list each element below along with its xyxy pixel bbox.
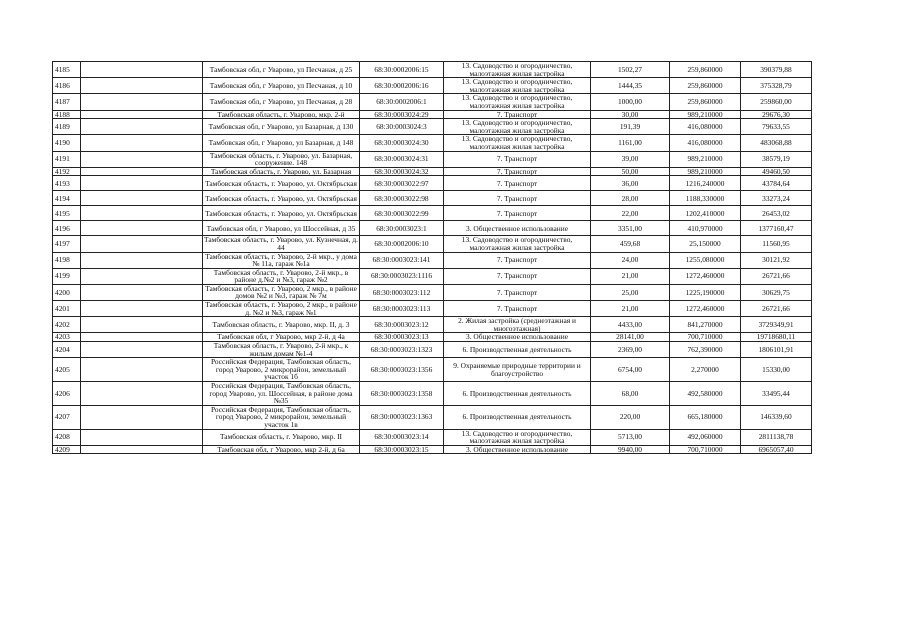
cadastral-value-cell: 19718680,11 <box>741 333 812 342</box>
cadastral-value-cell: 33495,44 <box>741 382 812 406</box>
address-cell: Тамбовская обл, г Уварово, мкр 2-й, д 6а <box>203 445 360 454</box>
specific-value-cell: 25,150000 <box>670 236 741 252</box>
area-cell: 28,00 <box>591 191 670 206</box>
address-cell: Тамбовская область, г. Уварово, 2-й мкр., в районе д.№2 и №3, гараж №2 <box>203 268 360 284</box>
specific-value-cell: 1188,330000 <box>670 191 741 206</box>
address-cell: Тамбовская область, г. Уварово, ул. Базарная <box>203 167 360 176</box>
land-use-cell: 13. Садоводство и огородничество, малоэтажная жилая застройка <box>444 62 591 78</box>
row-number-cell: 4193 <box>53 176 81 191</box>
table-row <box>53 176 812 191</box>
table-row <box>53 119 812 135</box>
address-cell: Российская Федерация, Тамбовская область, город Уварово, ул. Шоссейная, в районе дома №35 <box>203 382 360 406</box>
row-number-cell: 4195 <box>53 206 81 221</box>
address-cell: Тамбовская область, г. Уварово, 2-й мкр., к жилым домам №1-4 <box>203 342 360 358</box>
land-use-cell: 3. Общественное использование <box>444 333 591 342</box>
specific-value-cell: 665,180000 <box>670 405 741 429</box>
table-row <box>53 206 812 221</box>
address-cell: Тамбовская обл, г Уварово, ул Шоссейная, д 35 <box>203 221 360 236</box>
table-body <box>53 62 812 454</box>
address-cell: Тамбовская область, г. Уварово, ул. Октябрьская <box>203 191 360 206</box>
cadastral-number-cell: 68:30:0003024:29 <box>360 110 444 119</box>
land-use-cell: 7. Транспорт <box>444 167 591 176</box>
land-use-cell: 7. Транспорт <box>444 206 591 221</box>
empty-cell <box>81 94 203 110</box>
address-cell: Тамбовская область, г. Уварово, ул. Базарная, сооружение. 148 <box>203 151 360 167</box>
row-number-cell: 4189 <box>53 119 81 135</box>
area-cell: 459,68 <box>591 236 670 252</box>
cadastral-number-cell: 68:30:0003023:1323 <box>360 342 444 358</box>
table-row <box>53 62 812 78</box>
cadastral-number-cell: 68:30:0003023:1356 <box>360 358 444 382</box>
specific-value-cell: 1225,190000 <box>670 284 741 300</box>
row-number-cell: 4203 <box>53 333 81 342</box>
cadastral-number-cell: 68:30:0003023:13 <box>360 333 444 342</box>
area-cell: 9940,00 <box>591 445 670 454</box>
area-cell: 24,00 <box>591 252 670 268</box>
row-number-cell: 4192 <box>53 167 81 176</box>
address-cell: Тамбовская область, г. Уварово, ул. Кузнечная, д. 44 <box>204 235 358 252</box>
table-row <box>53 110 812 119</box>
area-cell: 3351,00 <box>591 221 670 236</box>
land-use-cell: 6. Производственная деятельность <box>444 382 591 406</box>
address-cell: Тамбовская обл, г Уварово, ул Базарная, д 130 <box>203 119 360 135</box>
table-row <box>53 405 812 429</box>
specific-value-cell: 1272,460000 <box>670 268 741 284</box>
address-cell: Тамбовская обл, г Уварово, мкр 2-й, д 4а <box>203 333 360 342</box>
land-use-cell: 7. Транспорт <box>444 191 591 206</box>
table-row <box>53 221 812 236</box>
area-cell: 4433,00 <box>591 317 670 333</box>
area-cell: 2369,00 <box>591 342 670 358</box>
cadastral-value-cell: 1806101,91 <box>741 342 812 358</box>
cadastral-number-cell: 68:30:0002006:16 <box>360 78 444 94</box>
area-cell: 68,00 <box>591 382 670 406</box>
area-cell: 39,00 <box>591 151 670 167</box>
empty-cell <box>81 342 203 358</box>
land-use-cell: 13. Садоводство и огородничество, малоэтажная жилая застройка <box>444 135 591 151</box>
cadastral-value-cell: 390379,88 <box>741 62 812 78</box>
empty-cell <box>81 268 203 284</box>
cadastral-value-cell: 259860,00 <box>741 94 812 110</box>
area-cell: 1502,27 <box>591 62 670 78</box>
specific-value-cell: 416,080000 <box>670 135 741 151</box>
land-use-cell: 2. Жилая застройка (среднеэтажная и многоэтажная) <box>444 317 591 333</box>
table-row <box>53 135 812 151</box>
cadastral-value-cell: 6965057,40 <box>741 445 812 454</box>
table-row <box>53 167 812 176</box>
land-use-cell: 13. Садоводство и огородничество, малоэтажная жилая застройка <box>444 236 591 252</box>
area-cell: 220,00 <box>591 405 670 429</box>
area-cell: 22,00 <box>591 206 670 221</box>
address-cell: Тамбовская область, г. Уварово, мкр. II <box>203 429 360 445</box>
address-cell: Российская Федерация, Тамбовская область, город Уварово, 2 микрорайон, земельный участок 1б <box>203 358 360 382</box>
row-number-cell: 4196 <box>53 221 81 236</box>
row-number-cell: 4202 <box>53 317 81 333</box>
empty-cell <box>81 405 203 429</box>
empty-cell <box>81 167 203 176</box>
specific-value-cell: 989,210000 <box>670 167 741 176</box>
row-number-cell: 4201 <box>53 301 81 317</box>
empty-cell <box>81 110 203 119</box>
specific-value-cell: 700,710000 <box>670 333 741 342</box>
cadastral-value-cell: 1377160,47 <box>741 221 812 236</box>
land-use-cell: 7. Транспорт <box>444 176 591 191</box>
cadastral-number-cell: 68:30:0003023:112 <box>360 284 444 300</box>
specific-value-cell: 989,210000 <box>670 151 741 167</box>
empty-cell <box>81 119 203 135</box>
specific-value-cell: 1272,460000 <box>670 301 741 317</box>
address-cell: Тамбовская область, г. Уварово, 2-й мкр., у дома № 11а, гараж №1а <box>203 252 360 268</box>
specific-value-cell: 1216,240000 <box>670 176 741 191</box>
cadastral-number-cell: 68:30:0003023:12 <box>360 317 444 333</box>
cadastral-value-cell: 30121,92 <box>741 252 812 268</box>
cadastral-number-cell: 68:30:0003024:32 <box>360 167 444 176</box>
row-number-cell: 4199 <box>53 268 81 284</box>
area-cell: 36,00 <box>591 176 670 191</box>
row-number-cell: 4188 <box>53 110 81 119</box>
empty-cell <box>81 176 203 191</box>
empty-cell <box>81 429 203 445</box>
specific-value-cell: 1202,410000 <box>670 206 741 221</box>
land-use-cell: 13. Садоводство и огородничество, малоэтажная жилая застройка <box>444 94 591 110</box>
row-number-cell: 4208 <box>53 429 81 445</box>
address-cell: Тамбовская область, г. Уварово, мкр. II, д. 3 <box>203 317 360 333</box>
row-number-cell: 4194 <box>53 191 81 206</box>
cadastral-value-cell: 3729349,91 <box>741 317 812 333</box>
cadastral-number-cell: 68:30:0003023:113 <box>360 301 444 317</box>
land-use-cell: 3. Общественное использование <box>444 221 591 236</box>
table-row <box>53 358 812 382</box>
cadastral-value-cell: 11560,95 <box>741 236 812 252</box>
table-row <box>53 301 812 317</box>
empty-cell <box>81 62 203 78</box>
cadastral-value-cell: 375328,79 <box>741 78 812 94</box>
cadastral-number-cell: 68:30:0003024:31 <box>360 151 444 167</box>
cadastral-number-cell: 68:30:0003023:141 <box>360 252 444 268</box>
cadastral-number-cell: 68:30:0002006:15 <box>360 62 444 78</box>
address-cell: Российская Федерация, Тамбовская область, город Уварово, 2 микрорайон, земельный участок 1в <box>203 405 360 429</box>
area-cell: 28141,00 <box>591 333 670 342</box>
area-cell: 21,00 <box>591 268 670 284</box>
row-number-cell: 4187 <box>53 94 81 110</box>
empty-cell <box>81 236 203 252</box>
address-cell: Тамбовская область, г. Уварово, 2 мкр., в районе домов №2 и №3, гараж № 7м <box>203 284 360 300</box>
specific-value-cell: 841,270000 <box>670 317 741 333</box>
cadastral-number-cell: 68:30:0002006:10 <box>360 236 444 252</box>
cadastral-value-cell: 79633,55 <box>741 119 812 135</box>
specific-value-cell: 2,270000 <box>670 358 741 382</box>
cadastral-number-cell: 68:30:0003022:97 <box>360 176 444 191</box>
specific-value-cell: 416,080000 <box>670 119 741 135</box>
land-use-cell: 13. Садоводство и огородничество, малоэтажная жилая застройка <box>444 78 591 94</box>
specific-value-cell: 259,860000 <box>670 62 741 78</box>
empty-cell <box>81 78 203 94</box>
land-use-cell: 13. Садоводство и огородничество, малоэтажная жилая застройка <box>444 119 591 135</box>
cadastral-number-cell: 68:30:0003023:1363 <box>360 405 444 429</box>
table-row <box>53 268 812 284</box>
land-use-cell: 7. Транспорт <box>444 284 591 300</box>
table-row <box>53 236 812 252</box>
land-use-cell: 3. Общественное использование <box>444 445 591 454</box>
area-cell: 30,00 <box>591 110 670 119</box>
land-use-cell: 6. Производственная деятельность <box>444 342 591 358</box>
cadastral-number-cell: 68:30:0003023:1358 <box>360 382 444 406</box>
specific-value-cell: 492,580000 <box>670 382 741 406</box>
area-cell: 21,00 <box>591 301 670 317</box>
table-row <box>53 78 812 94</box>
area-cell: 191,39 <box>591 119 670 135</box>
cadastral-number-cell: 68:30:0003023:1 <box>360 221 444 236</box>
land-use-cell: 6. Производственная деятельность <box>444 405 591 429</box>
cadastral-number-cell: 68:30:0003023:15 <box>360 445 444 454</box>
cadastral-value-cell: 29676,30 <box>741 110 812 119</box>
table-row <box>53 252 812 268</box>
empty-cell <box>81 317 203 333</box>
area-cell: 5713,00 <box>591 429 670 445</box>
cadastral-number-cell: 68:30:0002006:1 <box>360 94 444 110</box>
cadastral-number-cell: 68:30:0003024:3 <box>360 119 444 135</box>
empty-cell <box>81 382 203 406</box>
land-use-cell: 7. Транспорт <box>444 301 591 317</box>
row-number-cell: 4207 <box>53 405 81 429</box>
row-number-cell: 4197 <box>53 236 81 252</box>
row-number-cell: 4200 <box>53 284 81 300</box>
row-number-cell: 4204 <box>53 342 81 358</box>
specific-value-cell: 762,390000 <box>670 342 741 358</box>
area-cell: 6754,00 <box>591 358 670 382</box>
cadastral-number-cell: 68:30:0003023:14 <box>360 429 444 445</box>
specific-value-cell: 1255,080000 <box>670 252 741 268</box>
row-number-cell: 4206 <box>53 382 81 406</box>
cadastral-value-cell: 26721,66 <box>741 268 812 284</box>
specific-value-cell: 989,210000 <box>670 110 741 119</box>
cadastral-value-cell: 26453,02 <box>741 206 812 221</box>
empty-cell <box>81 445 203 454</box>
empty-cell <box>81 358 203 382</box>
table-row <box>53 191 812 206</box>
table-row <box>53 317 812 333</box>
address-cell: Тамбовская область, г. Уварово, мкр. 2-й <box>203 110 360 119</box>
row-number-cell: 4209 <box>53 445 81 454</box>
empty-cell <box>81 221 203 236</box>
empty-cell <box>81 333 203 342</box>
empty-cell <box>81 284 203 300</box>
area-cell: 25,00 <box>591 284 670 300</box>
table-row <box>53 429 812 445</box>
address-cell: Тамбовская обл, г Уварово, ул Базарная, д 148 <box>203 135 360 151</box>
table-row <box>53 284 812 300</box>
specific-value-cell: 492,060000 <box>670 429 741 445</box>
cadastral-value-table <box>52 61 812 454</box>
address-cell: Тамбовская обл, г Уварово, ул Песчаная, д 10 <box>203 78 360 94</box>
row-number-cell: 4190 <box>53 135 81 151</box>
address-cell: Тамбовская область, г. Уварово, 2 мкр., в районе д. №2 и №3, гараж №1 <box>203 301 360 317</box>
row-number-cell: 4198 <box>53 252 81 268</box>
cadastral-number-cell: 68:30:0003023:1116 <box>360 268 444 284</box>
cadastral-value-cell: 49460,50 <box>741 167 812 176</box>
specific-value-cell: 259,860000 <box>670 94 741 110</box>
specific-value-cell: 700,710000 <box>670 445 741 454</box>
area-cell: 1000,00 <box>591 94 670 110</box>
row-number-cell: 4191 <box>53 151 81 167</box>
table-row <box>53 382 812 406</box>
specific-value-cell: 259,860000 <box>670 78 741 94</box>
empty-cell <box>81 252 203 268</box>
cadastral-number-cell: 68:30:0003022:98 <box>360 191 444 206</box>
land-use-cell: 7. Транспорт <box>444 268 591 284</box>
cadastral-value-cell: 38579,19 <box>741 151 812 167</box>
cadastral-value-cell: 43784,64 <box>741 176 812 191</box>
land-use-cell: 13. Садоводство и огородничество, малоэтажная жилая застройка <box>444 429 591 445</box>
land-use-cell: 7. Транспорт <box>444 110 591 119</box>
empty-cell <box>81 206 203 221</box>
table-row <box>53 151 812 167</box>
cadastral-value-cell: 146339,60 <box>741 405 812 429</box>
area-cell: 1444,35 <box>591 78 670 94</box>
row-number-cell: 4185 <box>53 62 81 78</box>
area-cell: 1161,00 <box>591 135 670 151</box>
address-cell: Тамбовская обл, г Уварово, ул Песчаная, д 28 <box>203 94 360 110</box>
area-cell: 50,00 <box>591 167 670 176</box>
cadastral-value-cell: 483068,88 <box>741 135 812 151</box>
cadastral-value-cell: 2811138,78 <box>741 429 812 445</box>
cadastral-value-cell: 26721,66 <box>741 301 812 317</box>
cadastral-number-cell: 68:30:0003022:99 <box>360 206 444 221</box>
empty-cell <box>81 135 203 151</box>
cadastral-value-cell: 15330,00 <box>741 358 812 382</box>
land-use-cell: 9. Охраняемые природные территории и благоустройство <box>444 358 591 382</box>
address-cell: Тамбовская область, г. Уварово, ул. Октябрьская <box>203 176 360 191</box>
row-number-cell: 4186 <box>53 78 81 94</box>
table-row <box>53 94 812 110</box>
address-cell: Тамбовская обл, г Уварово, ул Песчаная, д 25 <box>203 62 360 78</box>
cadastral-value-cell: 30629,75 <box>741 284 812 300</box>
empty-cell <box>81 301 203 317</box>
row-number-cell: 4205 <box>53 358 81 382</box>
cadastral-number-cell: 68:30:0003024:30 <box>360 135 444 151</box>
empty-cell <box>81 151 203 167</box>
table-row <box>53 445 812 454</box>
land-use-cell: 7. Транспорт <box>444 151 591 167</box>
empty-cell <box>81 191 203 206</box>
address-cell: Тамбовская область, г. Уварово, ул. Октябрьская <box>203 206 360 221</box>
specific-value-cell: 410,970000 <box>670 221 741 236</box>
table-row <box>53 333 812 342</box>
land-use-cell: 7. Транспорт <box>444 252 591 268</box>
table-row <box>53 342 812 358</box>
cadastral-value-cell: 33273,24 <box>741 191 812 206</box>
